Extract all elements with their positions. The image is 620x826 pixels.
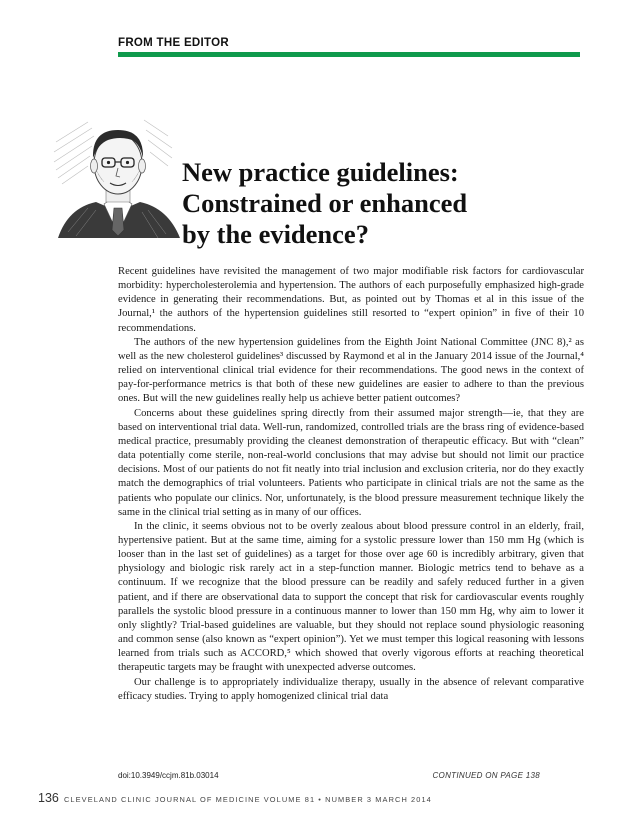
paragraph-1: Recent guidelines have revisited the management of two major modifiable risk factors for cardiovascular morbidity: hypercholesterolemia and hypertension. The authors of each purposefully emphasized high-grade evidence in generating their recommendations. But, as pointed out by Thomas et al in this issue of the Journal,¹ the authors of the hypertension guidelines still resorted to “expert opinion” in five of their 10 recommendations. — [118, 266, 584, 334]
article-title — [182, 157, 562, 250]
journal-running-footer: CLEVELAND CLINIC JOURNAL OF MEDICINE VOLUME 81 • NUMBER 3 MARCH 2014 — [64, 795, 432, 804]
paragraph-5: Our challenge is to appropriately individualize therapy, usually in the absence of relevant comparative efficacy studies. Trying to apply homogenized clinical trial data — [118, 676, 584, 702]
paragraph-3: Concerns about these guidelines spring directly from their assumed major strength—ie, that they are based on interventional trial data. Well-run, randomized, controlled trials are the brass ring of evidence-based medical practice, presumably providing the cleanest demonstration of therapeutic efficacy. But with “clean” data potentially come sterile, non-real-world conclusions that may advise but should not limit our practice decisions. Most of our patients do not fit neatly into trial inclusion and exclusion criteria, nor do they exactly match the demographics of trial volunteers. Patients who participate in clinical trials are not the same as the patients who populate our clinics. Nor, unfortunately, is the blood pressure measurement technique likely the same in the clinical trial setting as in many of our offices. — [118, 407, 584, 518]
title-line-2: Constrained or enhanced — [182, 188, 468, 218]
article-body — [118, 265, 584, 704]
editor-portrait-icon — [48, 112, 188, 244]
title-line-3: by the evidence? — [182, 219, 369, 249]
page-number: 136 — [38, 791, 59, 805]
section-label: FROM THE EDITOR — [118, 37, 229, 49]
title-line-1: New practice guidelines: — [182, 157, 459, 187]
continued-link[interactable]: CONTINUED ON PAGE 138 — [432, 771, 540, 780]
doi-reference: doi:10.3949/ccjm.81b.03014 — [118, 771, 219, 780]
paragraph-4: In the clinic, it seems obvious not to be overly zealous about blood pressure control in an elderly, frail, hypertensive patient. But at the same time, aiming for a systolic pressure lower than 150 mm Hg (which is looser than in the last set of guidelines) as a target for those over age 60 is incredibly arbitrary, given that physiology and biologic risk rarely act in a step-function manner. Biologic metrics tend to behave as a continuum. If we recognize that the blood pressure can be readily and safely reduced further in a given patient, and if there are observational data to support the concept that risk for cardiovascular events roughly parallels the systolic blood pressure in a continuous manner to lower than 150 mm Hg, why aim to lower it only slightly? Trial-based guidelines are valuable, but they should not replace sound physiologic reasoning and common sense (also known as “expert opinion”). Yet we must temper this logical reasoning with lessons learned from trials such as ACCORD,⁵ which showed that overly vigorous efforts at reaching theoretical therapeutic targets may be fraught with unexpected adverse outcomes. — [118, 520, 584, 674]
section-rule — [118, 52, 580, 57]
paragraph-2: The authors of the new hypertension guidelines from the Eighth Joint National Committee (JNC 8),² as well as the new cholesterol guidelines³ discussed by Raymond et al in the January 2014 issue of the Journal,⁴ relied on interventional clinical trial evidence for their recommendations. The good news in the context of pay-for-performance metrics is that both of these new guidelines are easier to adhere to than the previous ones. But will the new guidelines really help us achieve better patient outcomes? — [118, 336, 584, 405]
